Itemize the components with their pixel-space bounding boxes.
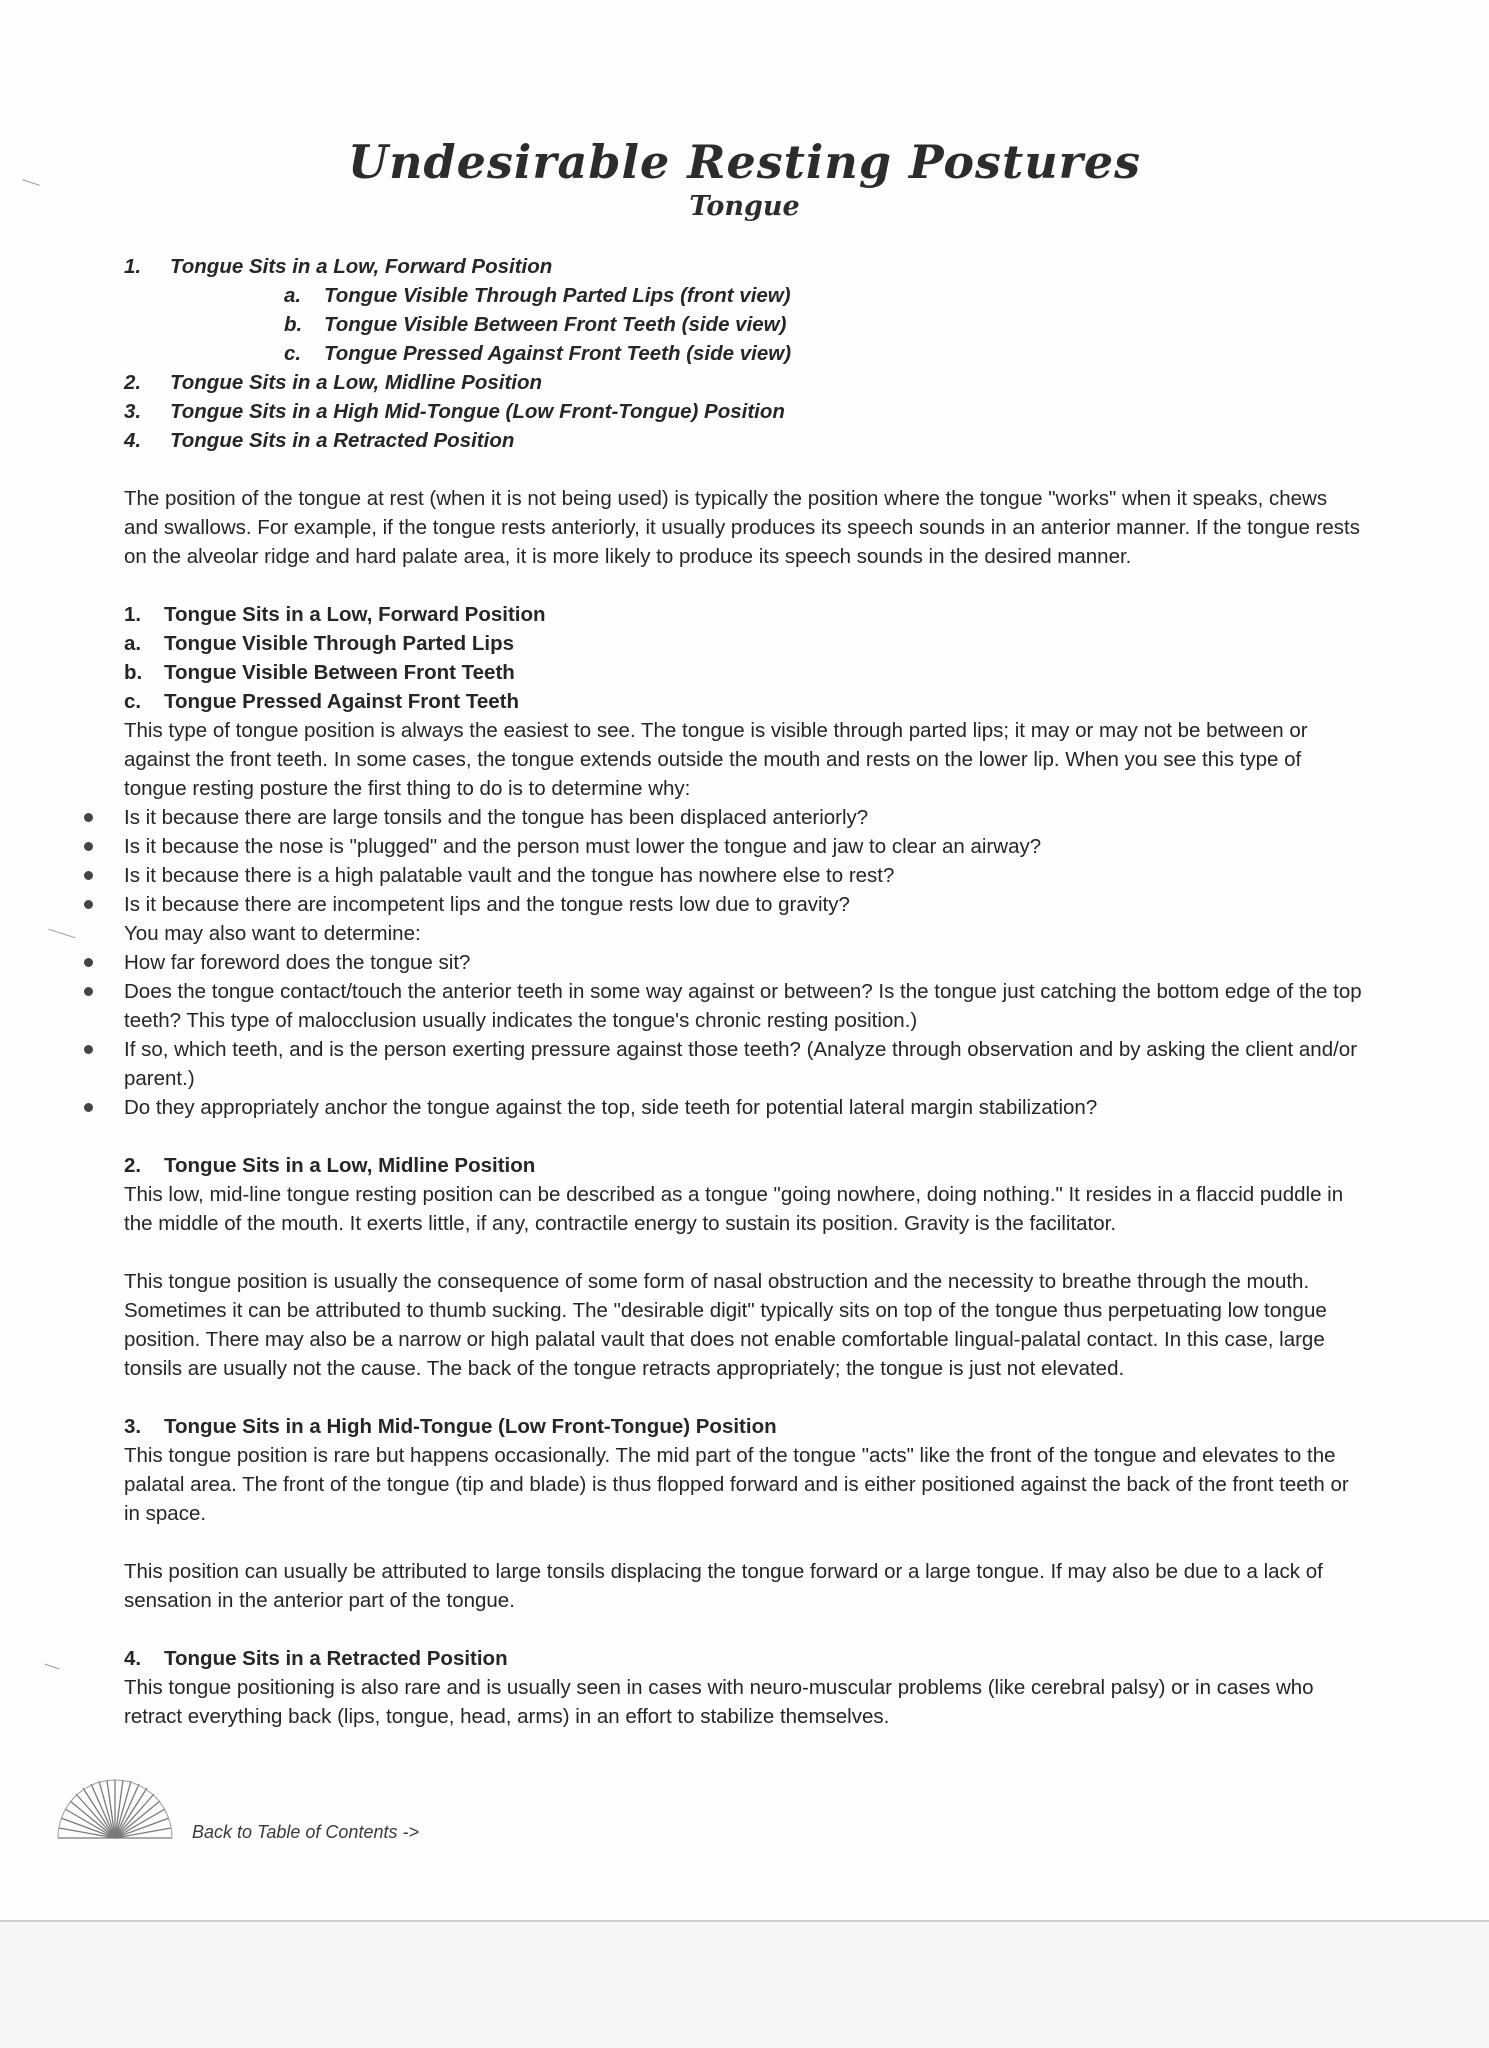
toc-item-number: 4.: [124, 429, 142, 452]
section-2-heading: [124, 1151, 1364, 1180]
section-sub-letter: a.: [124, 632, 142, 655]
toc-item: [124, 397, 1364, 426]
section-sub-label: Tongue Visible Between Front Teeth: [164, 661, 515, 684]
bullet-item: Is it because there are incompetent lips and the tongue rests low due to gravity?: [124, 890, 1364, 919]
why-bullet-list: [124, 803, 1364, 919]
document-body: [124, 252, 1364, 1731]
section-number: 2.: [124, 1154, 142, 1177]
section-1-heading: [124, 600, 1364, 629]
section-title: Tongue Sits in a High Mid-Tongue (Low Front-Tongue) Position: [164, 1415, 777, 1438]
section-sub-item: [124, 687, 1364, 716]
bullet-item: Is it because there are large tonsils and the tongue has been displaced anteriorly?: [124, 803, 1364, 832]
page-subtitle: Tongue: [689, 191, 800, 222]
scanner-background: [0, 1922, 1489, 2048]
section-sub-letter: b.: [124, 661, 143, 684]
toc-item-number: 3.: [124, 400, 142, 423]
section-number: 1.: [124, 603, 142, 626]
section-number: 3.: [124, 1415, 142, 1438]
toc-list: [124, 252, 1364, 455]
bullet-item: Do they appropriately anchor the tongue against the top, side teeth for potential lateral margin stabilization?: [124, 1093, 1364, 1122]
section-sub-item: [124, 629, 1364, 658]
toc-sub-item-label: Tongue Visible Through Parted Lips (front view): [324, 284, 791, 307]
toc-sub-item-letter: b.: [284, 313, 303, 336]
toc-sub-item: [284, 281, 1364, 310]
toc-sub-item: [284, 339, 1364, 368]
toc-sub-item-label: Tongue Pressed Against Front Teeth (side view): [324, 342, 792, 365]
section-title: Tongue Sits in a Low, Midline Position: [164, 1154, 536, 1177]
section-sub-label: Tongue Visible Through Parted Lips: [164, 632, 515, 655]
toc-sub-item: [284, 310, 1364, 339]
bullet-item: How far foreword does the tongue sit?: [124, 948, 1364, 977]
section-2-paragraph-1: This low, mid-line tongue resting position can be described as a tongue "going nowhere, doing nothing." It resides in a flaccid puddle in the middle of the mouth. It exerts little, if any, contractile energy to sustain its position. Gravity is the facilitator.: [124, 1183, 1344, 1235]
intro-paragraph: The position of the tongue at rest (when it is not being used) is typically the position where the tongue "works" when it speaks, chews and swallows. For example, if the tongue rests anteriorly, it usually produces its speech sounds in an anterior manner. If the tongue rests on the alveolar ridge and hard palate area, it is more likely to produce its speech sounds in the desired manner.: [124, 487, 1360, 568]
toc-item-label: Tongue Sits in a Low, Midline Position: [170, 371, 543, 394]
bullet-item: If so, which teeth, and is the person exerting pressure against those teeth? (Analyze through observation and by asking the client and/or parent.): [124, 1035, 1364, 1093]
toc-sub-item-letter: c.: [284, 342, 302, 365]
bullet-item: Is it because there is a high palatable vault and the tongue has nowhere else to rest?: [124, 861, 1364, 890]
section-sub-label: Tongue Pressed Against Front Teeth: [164, 690, 519, 713]
toc-sub-item-letter: a.: [284, 284, 302, 307]
toc-item-label: Tongue Sits in a Low, Forward Position: [170, 255, 553, 278]
toc-item-number: 1.: [124, 255, 142, 278]
toc-sub-list: [124, 281, 1364, 368]
scan-speck: [49, 929, 76, 939]
section-3-paragraph-1: This tongue position is rare but happens occasionally. The mid part of the tongue "acts" like the front of the tongue and elevates to the palatal area. The front of the tongue (tip and blade) is thus flopped forward and is either positioned against the back of the front teeth or in space.: [124, 1444, 1349, 1525]
toc-sub-item-label: Tongue Visible Between Front Teeth (side view): [324, 313, 787, 336]
page-title: Undesirable Resting Postures: [347, 135, 1142, 189]
section-4-heading: [124, 1644, 1364, 1673]
section-1-body: This type of tongue position is always the easiest to see. The tongue is visible through parted lips; it may or may not be between or against the front teeth. In some cases, the tongue extends outside the mouth and rests on the lower lip. When you see this type of tongue resting posture the first thing to do is to determine why:: [124, 719, 1308, 800]
section-title: Tongue Sits in a Low, Forward Position: [164, 603, 546, 626]
section-4-paragraph-1: This tongue positioning is also rare and is usually seen in cases with neuro-muscular problems (like cerebral palsy) or in cases who retract everything back (lips, tongue, head, arms) in an effort to stabilize themselves.: [124, 1676, 1314, 1728]
back-to-contents-link[interactable]: Back to Table of Contents ->: [192, 1822, 419, 1842]
section-title: Tongue Sits in a Retracted Position: [164, 1647, 508, 1670]
scan-speck: [44, 1664, 60, 1670]
toc-item: [124, 368, 1364, 397]
toc-item-label: Tongue Sits in a High Mid-Tongue (Low Front-Tongue) Position: [170, 400, 785, 423]
section-3-paragraph-2: This position can usually be attributed to large tonsils displacing the tongue forward or a large tongue. If may also be due to a lack of sensation in the anterior part of the tongue.: [124, 1560, 1323, 1612]
section-number: 4.: [124, 1647, 142, 1670]
toc-item: [124, 426, 1364, 455]
section-sub-item: [124, 658, 1364, 687]
section-sub-letter: c.: [124, 690, 142, 713]
also-determine-text: You may also want to determine:: [124, 922, 421, 945]
determine-bullet-list: [124, 948, 1364, 1122]
toc-item: [124, 252, 1364, 368]
section-3-heading: [124, 1412, 1364, 1441]
bullet-item: Is it because the nose is "plugged" and the person must lower the tongue and jaw to clear an airway?: [124, 832, 1364, 861]
toc-item-label: Tongue Sits in a Retracted Position: [170, 429, 515, 452]
toc-item-number: 2.: [124, 371, 142, 394]
section-2-paragraph-2: This tongue position is usually the consequence of some form of nasal obstruction and the necessity to breathe through the mouth. Sometimes it can be attributed to thumb sucking. The "desirable digit" typically sits on top of the tongue thus perpetuating low tongue position. There may also be a narrow or high palatal vault that does not enable comfortable lingual-palatal contact. In this case, large tonsils are usually not the cause. The back of the tongue retracts appropriately; the tongue is just not elevated.: [124, 1270, 1327, 1380]
section-1-sub-list: [124, 629, 1364, 716]
bullet-item: Does the tongue contact/touch the anterior teeth in some way against or between? Is the tongue just catching the bottom edge of the top teeth? This type of malocclusion usually indicates the tongue's chronic resting position.): [124, 977, 1364, 1035]
sunburst-logo-icon: [56, 1770, 174, 1840]
